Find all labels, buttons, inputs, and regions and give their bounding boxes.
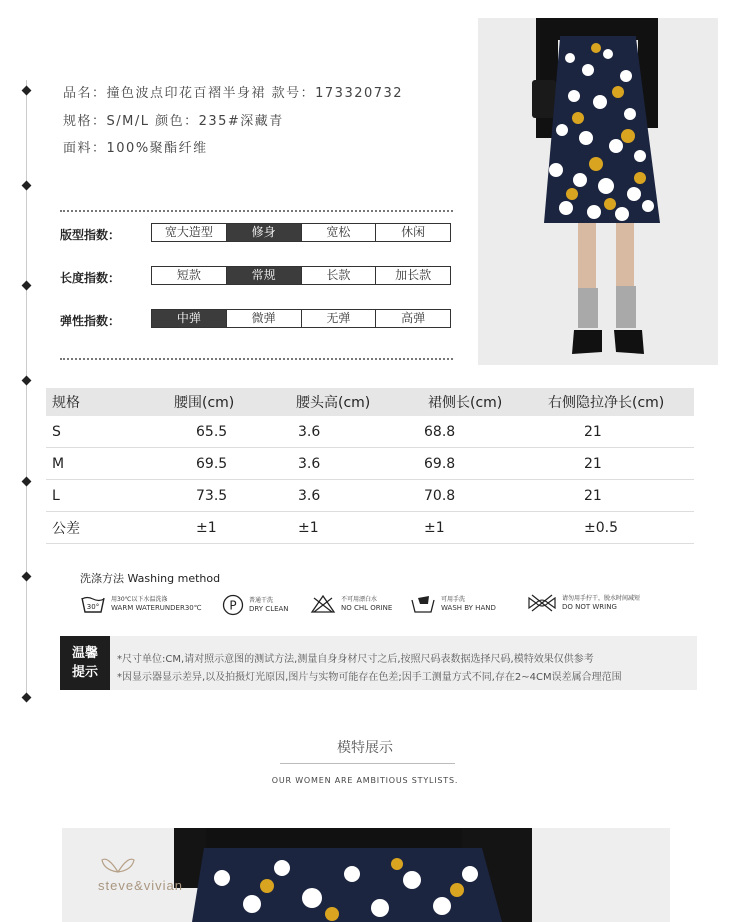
table-cell: 68.8 [424,423,456,440]
table-cell: 21 [584,423,602,440]
wash-label-cn: 不可用漂白水 [341,596,378,603]
index-option-selected: 修身 [226,224,301,241]
tips-text: *尺寸单位:CM,请对照示意图的测试方法,测量自身身材尺寸之后,按照尺码表数据选择尺码,模特效果仅供参考 [117,654,594,665]
hand-wash-icon [410,594,436,614]
header-cell: 规格 [52,395,80,411]
model-skirt-illustration [478,18,718,365]
tips-badge-line: 温馨 [71,646,98,661]
table-cell: 70.8 [424,487,456,504]
table-row [46,416,694,448]
index-option: 高弹 [375,310,450,327]
index-label: 长度指数： [60,271,121,285]
product-name-line: 品名：撞色波点印花百褶半身裙 款号：173320732 [63,86,404,101]
table-cell: 21 [584,455,602,472]
table-cell: L [52,487,60,504]
tips-badge [60,636,110,690]
index-option: 休闲 [375,224,450,241]
index-label: 版型指数： [60,228,121,242]
section-title: 模特展示 [337,740,393,756]
table-cell: 公差 [52,520,80,537]
washing-title: 洗涤方法 Washing method [80,572,221,585]
index-option: 无弹 [301,310,376,327]
header-cell: 腰头高(cm) [296,395,371,411]
size-table [46,388,694,544]
table-cell: 73.5 [196,487,228,504]
table-row [46,480,694,512]
index-option: 宽大造型 [164,225,213,239]
table-cell: 65.5 [196,423,228,440]
table-cell: 69.5 [196,455,228,472]
no-bleach-icon [310,594,336,614]
index-option-selected: 中弹 [152,310,226,327]
size-table-header [46,388,694,416]
wash-label-cn: 可用手洗 [441,596,466,603]
header-cell: 右侧隐拉净长(cm) [548,395,665,411]
model-photo [62,828,670,922]
wash-item [80,594,202,614]
no-wring-icon [527,594,557,612]
table-cell: ±1 [298,519,319,536]
table-cell: 3.6 [298,455,321,472]
svg-text:P: P [229,598,237,613]
diamond-bullet [22,477,32,487]
wash-label-en: WARM WATERUNDER30℃ [111,604,202,612]
index-option: 加长款 [375,267,450,284]
table-cell: S [52,423,61,440]
header-cell: 裙侧长(cm) [428,395,503,411]
wash-label-cn: 用30℃以下水温洗涤 [111,596,168,603]
index-scale [151,309,451,328]
wash-label-en: WASH BY HAND [441,604,496,612]
butterfly-logo-icon [98,854,138,876]
brand-name: steve&vivian [98,878,183,893]
table-cell: M [52,455,65,472]
index-label: 弹性指数： [60,314,121,328]
table-row [46,448,694,480]
table-cell: ±1 [424,519,445,536]
product-fabric-line: 面料：100%聚酯纤维 [63,141,208,156]
index-scale [151,266,451,285]
index-option: 短款 [176,268,201,282]
svg-text:30°: 30° [86,603,100,611]
brand-logo [98,854,183,893]
tips-badge-line: 提示 [71,665,98,680]
diamond-bullet [22,376,32,386]
diamond-bullet [22,86,32,96]
wash-label-en: DO NOT WRING [562,603,617,611]
dotted-divider [60,210,453,212]
table-cell: 3.6 [298,423,321,440]
wash-label-cn: 普通干洗 [249,597,274,604]
table-cell: 69.8 [424,455,456,472]
wash-label-en: DRY CLEAN [249,605,289,613]
index-option: 宽松 [301,224,376,241]
wash-label-en: NO CHL ORINE [341,604,393,612]
wash-item [310,594,392,614]
wash-item [527,594,640,612]
table-cell: 3.6 [298,487,321,504]
diamond-bullet [22,181,32,191]
wash-30-icon [80,594,106,614]
section-divider [280,763,455,764]
wash-label-cn: 请勿用手拧干，脱水时间减短 [562,595,641,602]
product-spec-line: 规格：S/M/L 颜色：235#深藏青 [63,114,284,129]
index-option: 长款 [301,267,376,284]
header-cell: 腰围(cm) [174,395,235,411]
wash-item [410,594,496,614]
diamond-bullet [22,693,32,703]
left-divider-line [26,80,27,700]
index-option-selected: 常规 [226,267,301,284]
section-subtitle: OUR WOMEN ARE AMBITIOUS STYLISTS. [271,776,459,785]
diamond-bullet [22,281,32,291]
table-cell: 21 [584,487,602,504]
product-photo [478,18,718,365]
diamond-bullet [22,572,32,582]
index-option: 微弹 [226,310,301,327]
tips-text: *因显示器显示差异,以及拍摄灯光原因,图片与实物可能存在色差;因手工测量方式不同,存在2~4CM误差属合理范围 [117,672,622,683]
wash-item [222,594,289,616]
table-row [46,512,694,544]
index-scale [151,223,451,242]
dotted-divider [60,358,453,360]
table-cell: ±1 [196,519,217,536]
dry-clean-icon [222,594,244,616]
table-cell: ±0.5 [584,519,618,536]
